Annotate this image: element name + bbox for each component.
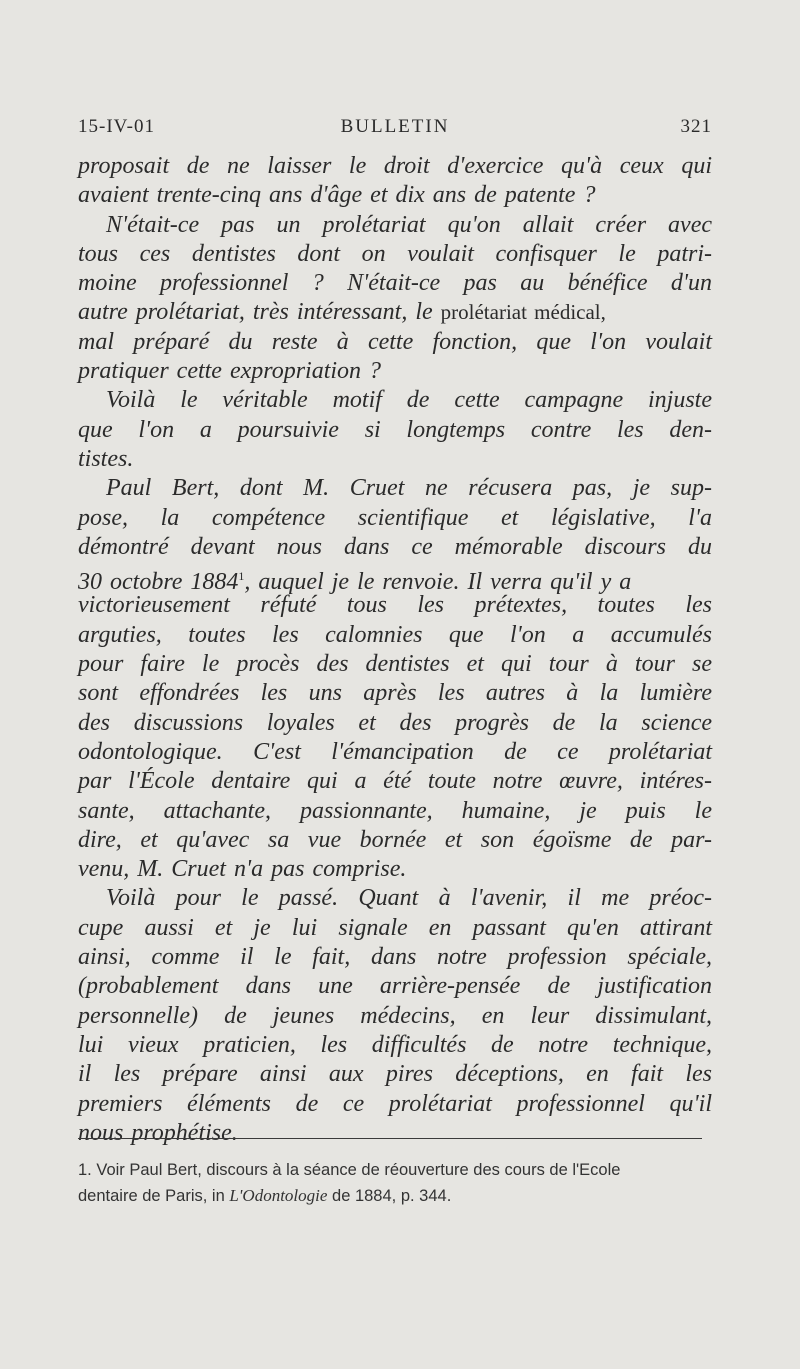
footnote-line: 1. Voir Paul Bert, discours à la séance de réouverture des cours de l'Ecole <box>78 1161 621 1179</box>
text-run: moine professionnel ? N'était-ce pas au bénéfice d'un <box>78 270 712 297</box>
text-line <box>78 621 712 650</box>
text-line <box>78 445 712 474</box>
text-line <box>78 797 712 826</box>
footnote-text: de 1884, p. 344. <box>327 1187 452 1205</box>
text-line <box>78 943 712 972</box>
text-line <box>78 357 712 386</box>
text-run: démontré devant nous dans ce mémorable discours du <box>78 533 712 560</box>
text-line <box>78 1002 712 1031</box>
text-run: , auquel je le renvoie. Il verra qu'il y a <box>244 569 632 596</box>
text-run: il les prépare ainsi aux pires déceptions, en fait les <box>78 1061 712 1088</box>
text-run: avaient trente-cinq ans d'âge et dix ans de patente ? <box>78 182 596 209</box>
text-run: mal préparé du reste à cette fonction, que l'on voulait <box>78 328 712 355</box>
text-run: odontologique. C'est l'émancipation de ce prolétariat <box>78 738 712 765</box>
text-line <box>78 416 712 445</box>
text-line <box>78 474 712 503</box>
text-run: par l'École dentaire qui a été toute notre œuvre, intéres- <box>78 768 712 795</box>
text-run: (probablement dans une arrière-pensée de justification <box>78 973 712 1000</box>
text-line <box>78 152 712 181</box>
text-run: victorieusement réfuté tous les prétextes, toutes les <box>78 592 712 619</box>
text-line <box>78 181 712 210</box>
text-line <box>78 738 712 767</box>
footnote-rule <box>78 1138 702 1139</box>
text-run: nous prophétise. <box>78 1119 238 1146</box>
text-line <box>78 709 712 738</box>
footnote-line <box>78 1183 702 1209</box>
page-number: 321 <box>680 116 712 137</box>
text-line <box>78 679 712 708</box>
text-run: des discussions loyales et des progrès de la science <box>78 709 712 736</box>
text-line <box>78 650 712 679</box>
body-text <box>78 152 712 1148</box>
text-run: tistes. <box>78 445 134 472</box>
text-line <box>78 855 712 884</box>
text-run: cupe aussi et je lui signale en passant qu'en attirant <box>78 914 712 941</box>
running-header <box>78 116 712 146</box>
text-line <box>78 533 712 562</box>
text-line <box>78 591 712 620</box>
text-run: premiers éléments de ce prolétariat professionnel qu'il <box>78 1090 712 1117</box>
text-run: 30 octobre 1884 <box>78 569 239 596</box>
upright-text-run: prolétariat médical, <box>440 300 606 325</box>
text-run: pose, la compétence scientifique et législative, l'a <box>78 504 712 531</box>
text-run: Voilà pour le passé. Quant à l'avenir, il me préoc- <box>106 885 712 912</box>
footnote <box>78 1157 702 1209</box>
text-run: sante, attachante, passionnante, humaine, je puis le <box>78 797 712 824</box>
text-line <box>78 298 712 327</box>
text-run: lui vieux praticien, les difficultés de notre technique, <box>78 1031 712 1058</box>
text-line <box>78 386 712 415</box>
text-run: pour faire le procès des dentistes et qui tour à tour se <box>78 651 712 678</box>
text-line <box>78 1060 712 1089</box>
text-run: arguties, toutes les calomnies que l'on a accumulés <box>78 621 712 648</box>
text-line <box>78 211 712 240</box>
text-line <box>78 884 712 913</box>
text-run: proposait de ne laisser le droit d'exercice qu'à ceux qui <box>78 153 712 179</box>
text-run: personnelle) de jeunes médecins, en leur dissimulant, <box>78 1002 712 1029</box>
text-line <box>78 914 712 943</box>
text-run: ainsi, comme il le fait, dans notre profession spéciale, <box>78 944 712 971</box>
text-line <box>78 1090 712 1119</box>
footnote-text: dentaire de Paris, in <box>78 1187 230 1205</box>
text-line <box>78 767 712 796</box>
text-line <box>78 826 712 855</box>
text-run: tous ces dentistes dont on voulait confisquer le patri- <box>78 240 712 267</box>
text-run: Voilà le véritable motif de cette campagne injuste <box>106 387 712 414</box>
text-run: N'était-ce pas un prolétariat qu'on allait créer avec <box>106 211 712 238</box>
text-line <box>78 269 712 298</box>
text-run: pratiquer cette expropriation ? <box>78 358 382 385</box>
text-line <box>78 562 712 596</box>
header-title: BULLETIN <box>340 116 450 137</box>
text-line <box>78 972 712 1001</box>
text-run: venu, M. Cruet n'a pas comprise. <box>78 856 407 883</box>
footnote-marker: 1 <box>238 569 245 584</box>
text-run: que l'on a poursuivie si longtemps contre les den- <box>78 416 712 443</box>
text-run: Paul Bert, dont M. Cruet ne récusera pas, je sup- <box>106 475 712 502</box>
text-run: autre prolétariat, très intéressant, le <box>78 299 441 326</box>
text-run: dire, et qu'avec sa vue bornée et son égoïsme de par- <box>78 826 712 853</box>
text-run: sont effondrées les uns après les autres à la lumière <box>78 680 712 707</box>
text-line <box>78 240 712 269</box>
text-line <box>78 1119 712 1148</box>
text-line <box>78 1031 712 1060</box>
text-line <box>78 328 712 357</box>
header-date: 15-IV-01 <box>78 116 155 137</box>
footnote-journal-title: L'Odontologie <box>229 1186 328 1205</box>
text-line <box>78 504 712 533</box>
